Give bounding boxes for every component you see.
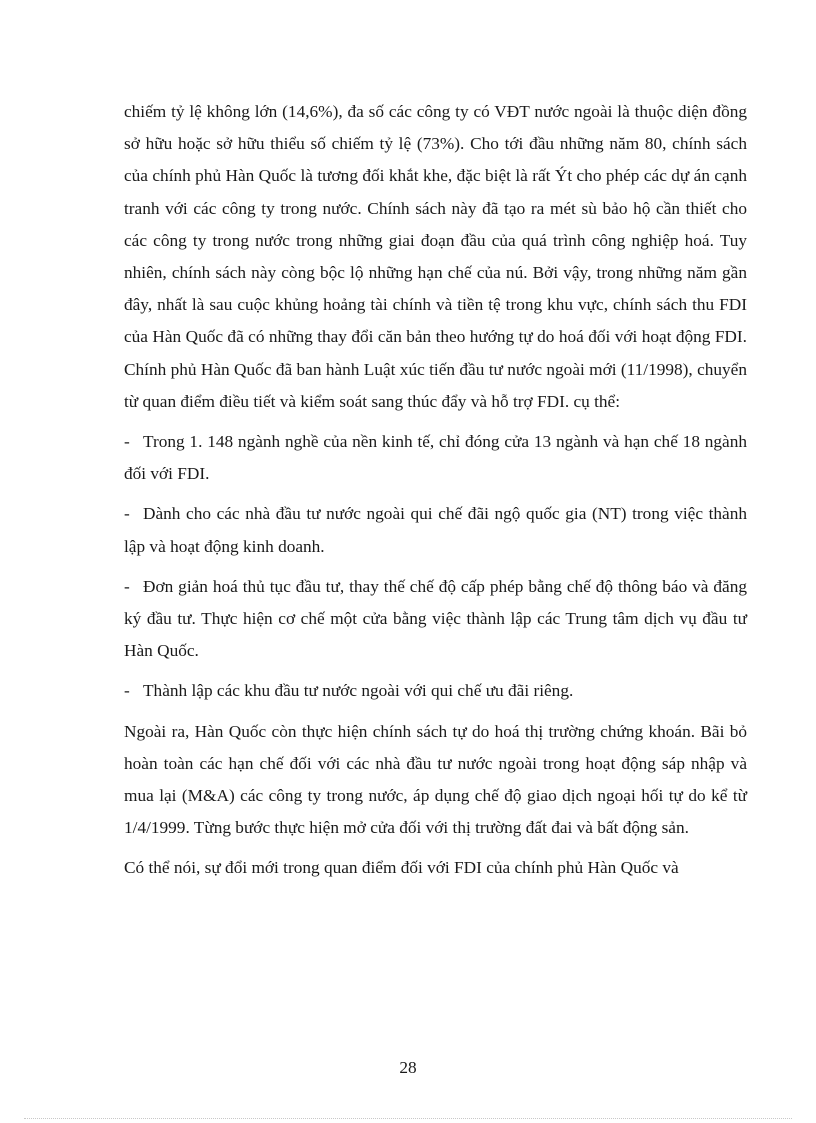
paragraph-stock-market: Ngoài ra, Hàn Quốc còn thực hiện chính sách tự do hoá thị trường chứng khoán. Bãi bỏ hoàn toàn các hạn chế đối với các nhà đầu tư nước ngoài trong hoạt động sáp nhập và mua lại (M&A) các công ty trong nước, áp dụng chế độ giao dịch ngoại hối tự do kể từ 1/4/1999. Từng bước thực hiện mở cửa đối với thị trường đất đai và bất động sản. <box>124 721 747 838</box>
bullet-dash: - <box>124 432 130 452</box>
bullet-text: Đơn giản hoá thủ tục đầu tư, thay thế chế độ cấp phép bằng chế độ thông báo và đăng ký đầu tư. Thực hiện cơ chế một cửa bằng việc thành lập các Trung tâm dịch vụ đầu tư Hàn Quốc. <box>124 576 747 661</box>
bullet-dash: - <box>124 504 130 524</box>
bullet-text: Thành lập các khu đầu tư nước ngoài với qui chế ưu đãi riêng. <box>143 681 574 701</box>
bullet-text: Trong 1. 148 ngành nghề của nền kinh tế, chỉ đóng cửa 13 ngành và hạn chế 18 ngành đối với FDI. <box>124 432 747 484</box>
page-body <box>124 96 747 893</box>
paragraph-fdi-policy: chiếm tỷ lệ không lớn (14,6%), đa số các công ty có VĐT nước ngoài là thuộc diện đồng sở hữu hoặc sở hữu thiểu số chiếm tỷ lệ (73%). Cho tới đầu những năm 80, chính sách của chính phủ Hàn Quốc là tương đối khắt khe, đặc biệt là rất Ýt cho phép các dự án cạnh tranh với các công ty trong nước. Chính sách này đã tạo ra mét sù bảo hộ cần thiết cho các công ty trong nước trong những giai đoạn đầu của quá trình công nghiệp hoá. Tuy nhiên, chính sách này còng bộc lộ những hạn chế của nú. Bởi vậy, trong những năm gần đây, nhất là sau cuộc khủng hoảng tài chính và tiền tệ trong khu vực, chính sách thu FDI của Hàn Quốc đã có những thay đổi căn bản theo hướng tự do hoá đối với hoạt động FDI. Chính phủ Hàn Quốc đã ban hành Luật xúc tiến đầu tư nước ngoài mới (11/1998), chuyển từ quan điểm điều tiết và kiểm soát sang thúc đẩy và hỗ trợ FDI. cụ thể: <box>124 102 747 411</box>
bullet-item <box>124 498 747 562</box>
paragraph-conclusion: Có thể nói, sự đổi mới trong quan điểm đối với FDI của chính phủ Hàn Quốc và <box>124 858 679 878</box>
bullet-text: Dành cho các nhà đầu tư nước ngoài qui chế đãi ngộ quốc gia (NT) trong việc thành lập và hoạt động kinh doanh. <box>124 504 747 556</box>
page-number: 28 <box>399 1058 417 1077</box>
bullet-dash: - <box>124 681 130 701</box>
bullet-item <box>124 675 747 707</box>
page-bottom-divider <box>24 1118 792 1119</box>
bullet-item <box>124 571 747 668</box>
bullet-item <box>124 426 747 490</box>
bullet-dash: - <box>124 576 130 596</box>
